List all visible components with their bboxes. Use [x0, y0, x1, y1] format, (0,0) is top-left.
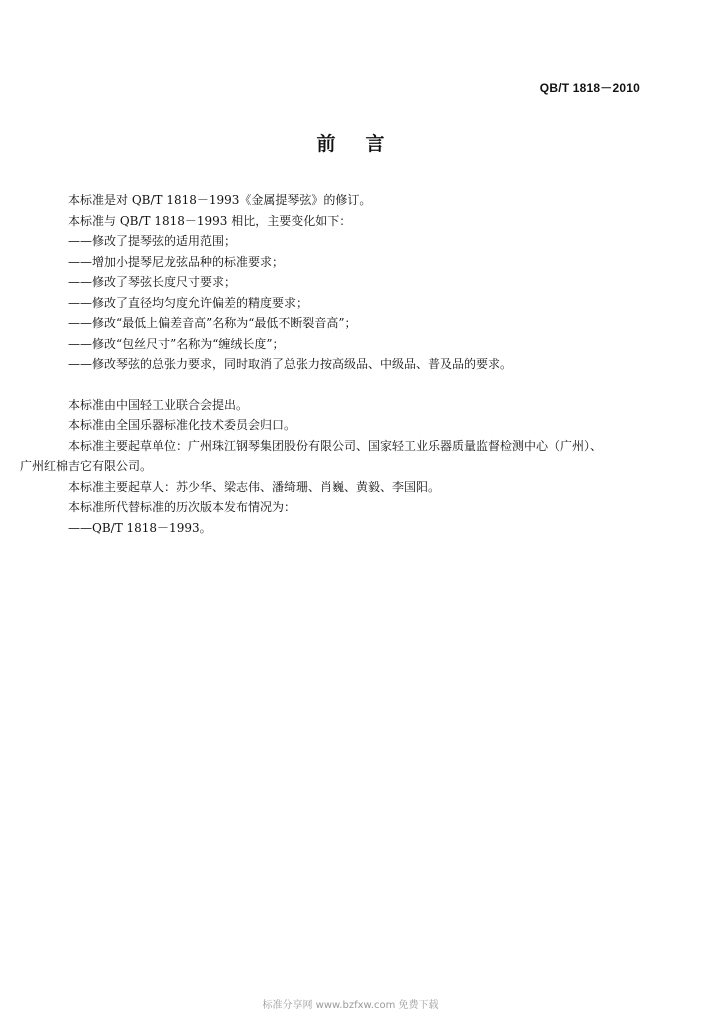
change-item-length: ——修改了琴弦长度尺寸要求； — [68, 275, 237, 289]
paragraph-drafters: 本标准主要起草人：苏少华、梁志伟、潘绮珊、肖巍、黄毅、李国阳。 — [68, 479, 441, 494]
paragraph-drafting-units: 本标准主要起草单位：广州珠江钢琴集团股份有限公司、国家轻工业乐器质量监督检测中心（广州）、 — [68, 438, 603, 453]
change-item-nylon-strings: ——增加小提琴尼龙弦品种的标准要求； — [68, 254, 285, 269]
change-item-diameter-tolerance: ——修改了直径均匀度允许偏差的精度要求； — [68, 295, 309, 310]
paragraph-revision-statement: 本标准是对 QB/T 1818－1993《金属提琴弦》的修订。 — [68, 193, 372, 207]
history-item: ——QB/T 1818－1993。 — [68, 520, 212, 535]
page-title: 前言 — [316, 133, 415, 155]
paragraph-main-changes-intro: 本标准与 QB/T 1818－1993 相比，主要变化如下： — [68, 213, 352, 228]
paragraph-proposed-by: 本标准由中国轻工业联合会提出。 — [68, 397, 249, 412]
paragraph-history-intro: 本标准所代替标准的历次版本发布情况为： — [68, 500, 297, 514]
paragraph-drafting-units-continued: 广州红棉吉它有限公司。 — [20, 459, 153, 473]
paragraph-centralized-by: 本标准由全国乐器标准化技术委员会归口。 — [68, 418, 297, 432]
change-item-winding-name: ——修改“包丝尺寸”名称为“缠绒长度”； — [68, 336, 285, 351]
change-item-tension: ——修改琴弦的总张力要求，同时取消了总张力按高级品、中级品、普及品的要求。 — [68, 357, 513, 371]
standard-code: QB/T 1818－2010 — [539, 81, 640, 95]
change-item-scope: ——修改了提琴弦的适用范围； — [68, 234, 237, 248]
footer-watermark: 标准分享网 www.bzfxw.com 免费下载 — [262, 1000, 439, 1011]
paragraph-gap — [0, 375, 701, 395]
body-text — [0, 190, 701, 538]
change-item-pitch-name: ——修改“最低上偏差音高”名称为“最低不断裂音高”； — [68, 316, 357, 330]
